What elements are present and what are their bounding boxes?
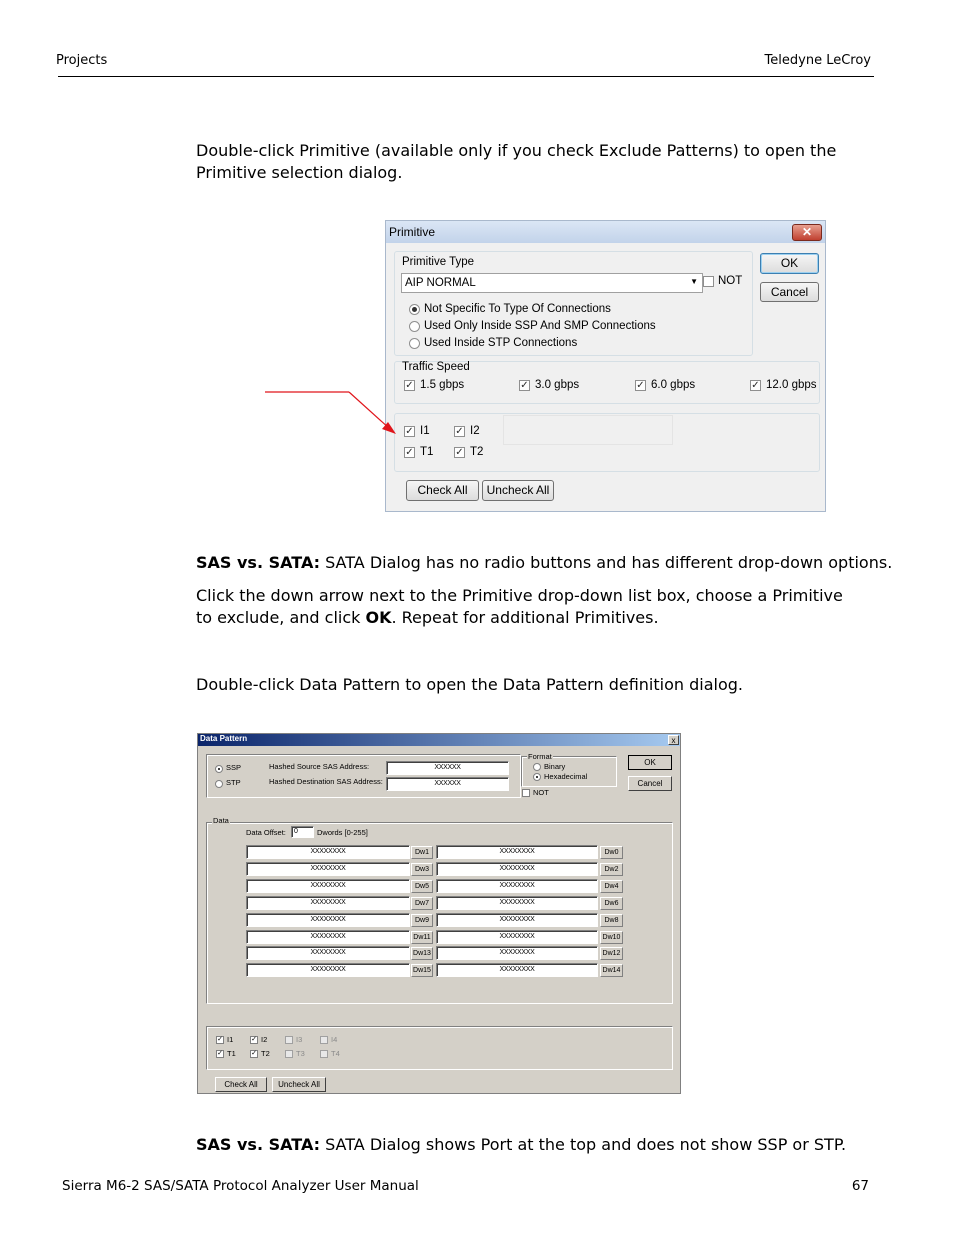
dword-right-input[interactable]: XXXXXXXX (436, 862, 598, 876)
dp-cancel-button[interactable]: Cancel (628, 776, 672, 791)
header-brand: Teledyne LeCroy (764, 53, 871, 68)
primitive-type-value: AIP NORMAL (405, 277, 476, 289)
radio-label-2: Used Only Inside SSP And SMP Connections (424, 320, 656, 332)
radio-stp[interactable] (409, 338, 420, 349)
page-number: 67 (851, 1178, 869, 1194)
data-pattern-dialog (197, 733, 681, 1094)
dword-right-input[interactable]: XXXXXXXX (436, 913, 598, 927)
dp-port-checkbox (285, 1050, 293, 1058)
header-rule (58, 76, 874, 77)
dp-port-label: I2 (261, 1035, 268, 1044)
dp-uncheck-all-button[interactable]: Uncheck All (272, 1077, 326, 1092)
speed-12-0-checkbox[interactable]: ✓ (751, 380, 760, 391)
dword-right-label: Dw2 (600, 863, 623, 876)
port-i2-label: I2 (470, 425, 480, 437)
dword-right-input[interactable]: XXXXXXXX (436, 963, 598, 977)
binary-radio[interactable] (533, 763, 541, 771)
dword-right-label: Dw12 (600, 947, 623, 960)
speed-1-5-label: 1.5 gbps (420, 379, 465, 391)
note-2-bold: SAS vs. SATA: (196, 1135, 321, 1154)
radio-not-specific[interactable] (409, 304, 420, 315)
speed-3-0-label: 3.0 gbps (535, 379, 580, 391)
dword-left-input[interactable]: XXXXXXXX (246, 845, 410, 859)
dword-left-input[interactable]: XXXXXXXX (246, 879, 410, 893)
dp-port-label: T2 (261, 1049, 270, 1058)
data-label: Data (213, 816, 229, 825)
dp-ok-button[interactable]: OK (628, 755, 672, 770)
dword-left-input[interactable]: XXXXXXXX (246, 946, 410, 960)
dp-not-checkbox[interactable] (522, 789, 530, 797)
sas-sata-note-1 (196, 552, 896, 574)
dword-right-label: Dw0 (600, 846, 623, 859)
dword-left-input[interactable]: XXXXXXXX (246, 930, 410, 944)
binary-label: Binary (544, 762, 566, 771)
footer-manual-title: Sierra M6-2 SAS/SATA Protocol Analyzer User Manual (62, 1178, 419, 1194)
header-section: Projects (56, 53, 108, 68)
note-2-text: SATA Dialog shows Port at the top and does not show SSP or STP. (320, 1135, 847, 1154)
ssp-label: SSP (226, 763, 242, 772)
close-icon[interactable]: ✕ (792, 224, 822, 241)
data-offset-label: Data Offset: (246, 828, 286, 837)
cancel-button[interactable]: Cancel (760, 282, 819, 302)
port-t2-label: T2 (470, 446, 484, 458)
primitive-type-select[interactable] (401, 273, 703, 293)
radio-label-1: Not Specific To Type Of Connections (424, 303, 611, 315)
hex-label: Hexadecimal (544, 772, 588, 781)
dword-left-label: Dw15 (411, 964, 433, 977)
not-label: NOT (718, 275, 743, 287)
primitive-dialog (385, 220, 826, 512)
dst-address-label: Hashed Destination SAS Address: (269, 777, 383, 786)
port-i2-checkbox[interactable]: ✓ (455, 426, 464, 437)
dp-not-label: NOT (533, 788, 549, 797)
dword-right-label: Dw4 (600, 880, 623, 893)
dp-port-label: T4 (331, 1049, 340, 1058)
dp-port-label: T3 (296, 1049, 305, 1058)
speed-6-0-label: 6.0 gbps (651, 379, 696, 391)
hex-radio[interactable] (533, 773, 541, 781)
uncheck-all-button[interactable]: Uncheck All (482, 480, 554, 501)
instruction-text-b: . Repeat for additional Primitives. (391, 608, 659, 627)
instruction-paragraph (196, 585, 846, 629)
dword-right-input[interactable]: XXXXXXXX (436, 879, 598, 893)
dword-left-label: Dw7 (411, 897, 433, 910)
dword-right-label: Dw8 (600, 914, 623, 927)
dword-left-input[interactable]: XXXXXXXX (246, 963, 410, 977)
dp-port-checkbox (320, 1050, 328, 1058)
radio-label-3: Used Inside STP Connections (424, 337, 578, 349)
dword-left-label: Dw1 (411, 846, 433, 859)
primitive-type-label: Primitive Type (402, 256, 475, 268)
dword-right-input[interactable]: XXXXXXXX (436, 946, 598, 960)
sas-sata-note-2 (196, 1134, 896, 1156)
dialog-titlebar (386, 221, 825, 243)
dp-port-label: I3 (296, 1035, 303, 1044)
dp-port-checkbox (320, 1036, 328, 1044)
ok-button[interactable]: OK (760, 253, 819, 274)
dp-port-checkbox (285, 1036, 293, 1044)
radio-ssp-smp[interactable] (409, 321, 420, 332)
src-address-input[interactable]: XXXXXX (386, 761, 509, 775)
not-checkbox[interactable] (703, 276, 714, 287)
dp-port-checkbox[interactable]: ✓ (251, 1050, 257, 1057)
note-1-bold: SAS vs. SATA: (196, 553, 321, 572)
dst-address-input[interactable]: XXXXXX (386, 777, 509, 791)
dp-port-checkbox[interactable]: ✓ (251, 1036, 257, 1043)
intro-paragraph: Double-click Primitive (available only if you check Exclude Patterns) to open the Primitive selection dialog. (196, 141, 837, 182)
dword-right-label: Dw10 (600, 931, 623, 944)
dword-right-input[interactable]: XXXXXXXX (436, 896, 598, 910)
check-all-button[interactable]: Check All (406, 480, 479, 501)
callout-arrow-icon (260, 385, 400, 440)
dp-port-checkbox[interactable]: ✓ (217, 1050, 223, 1057)
stp-label: STP (226, 778, 241, 787)
dialog-title: Primitive (389, 225, 436, 239)
dword-left-label: Dw5 (411, 880, 433, 893)
dp-port-label: I1 (227, 1035, 234, 1044)
dwords-range-label: Dwords [0-255] (317, 828, 368, 837)
instruction-bold: OK (365, 608, 392, 627)
dword-left-label: Dw9 (411, 914, 433, 927)
dp-port-label: T1 (227, 1049, 236, 1058)
dword-left-input[interactable]: XXXXXXXX (246, 862, 410, 876)
data-offset-input[interactable]: 0 (291, 826, 314, 838)
dword-left-label: Dw13 (411, 947, 433, 960)
dp-ports-group (206, 1026, 673, 1070)
ssp-radio[interactable] (215, 765, 223, 773)
traffic-speed-label: Traffic Speed (402, 361, 470, 373)
dword-right-input[interactable]: XXXXXXXX (436, 845, 598, 859)
instruction-text-a: Click the down arrow next to the Primitive drop-down list box, choose a Primitive to exclude, and click (196, 586, 843, 627)
ports-spacer-panel (503, 415, 673, 445)
port-t1-label: T1 (420, 446, 434, 458)
dp-titlebar (198, 734, 680, 746)
note-1-text: SATA Dialog has no radio buttons and has different drop-down options. (320, 553, 893, 572)
dword-right-label: Dw6 (600, 897, 623, 910)
speed-12-0-label: 12.0 gbps (766, 379, 817, 391)
dp-close-icon[interactable]: x (668, 735, 679, 745)
dword-left-input[interactable]: XXXXXXXX (246, 896, 410, 910)
port-t1-checkbox[interactable]: ✓ (405, 447, 414, 458)
stp-radio[interactable] (215, 780, 223, 788)
dword-left-label: Dw11 (411, 931, 433, 944)
dp-check-all-button[interactable]: Check All (215, 1077, 267, 1092)
speed-3-0-checkbox[interactable]: ✓ (520, 380, 529, 391)
dp-port-checkbox[interactable]: ✓ (217, 1036, 223, 1043)
dword-right-label: Dw14 (600, 964, 623, 977)
format-label: Format (528, 752, 552, 761)
dword-left-label: Dw3 (411, 863, 433, 876)
speed-6-0-checkbox[interactable]: ✓ (636, 380, 645, 391)
src-address-label: Hashed Source SAS Address: (269, 762, 370, 771)
dword-right-input[interactable]: XXXXXXXX (436, 930, 598, 944)
dp-port-label: I4 (331, 1035, 338, 1044)
port-i1-label: I1 (420, 425, 430, 437)
port-t2-checkbox[interactable]: ✓ (455, 447, 464, 458)
dword-left-input[interactable]: XXXXXXXX (246, 913, 410, 927)
port-i1-checkbox[interactable]: ✓ (405, 426, 414, 437)
chevron-down-icon: ▼ (690, 277, 698, 286)
speed-1-5-checkbox[interactable]: ✓ (405, 380, 414, 391)
data-pattern-paragraph: Double-click Data Pattern to open the Data Pattern definition dialog. (196, 675, 743, 694)
dp-title: Data Pattern (200, 734, 248, 743)
